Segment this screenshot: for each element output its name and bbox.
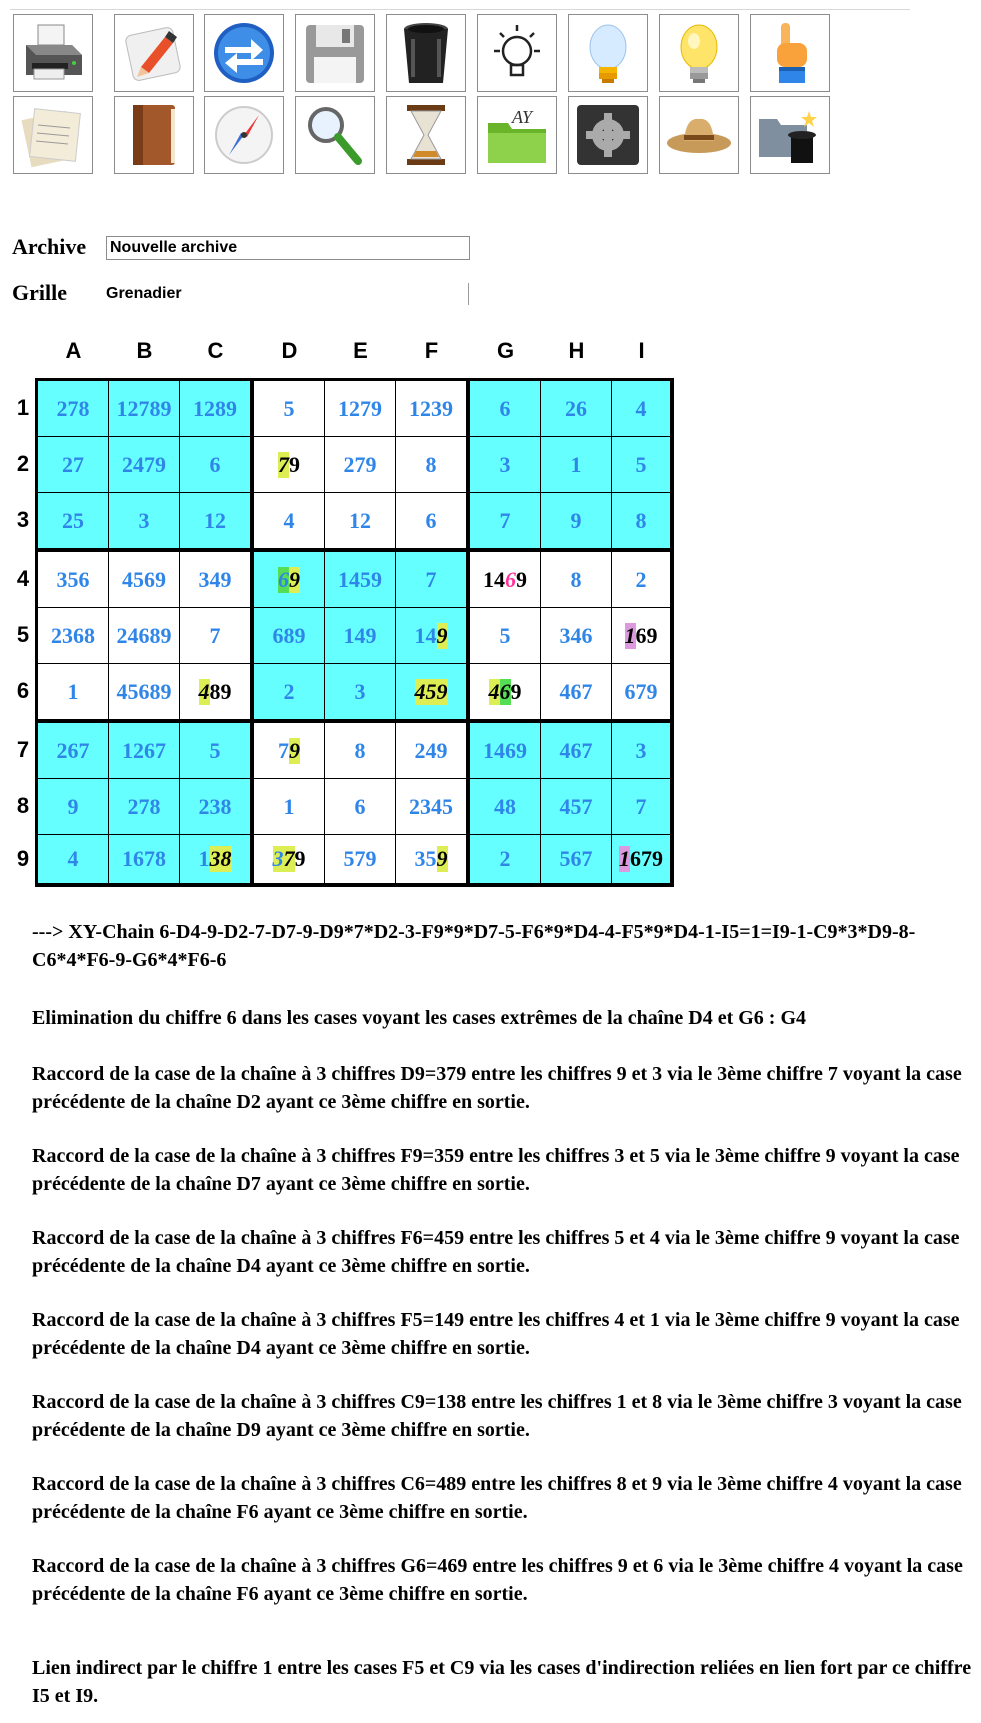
grid-cell-B7[interactable]: 1267: [109, 723, 180, 779]
grid-cell-H5[interactable]: 346: [541, 608, 612, 664]
notes-icon: [18, 101, 88, 169]
candidate-digits: 9: [510, 678, 522, 704]
grid-cell-E1[interactable]: 1279: [325, 381, 396, 437]
grid-cell-E8[interactable]: 6: [325, 779, 396, 835]
grid-cell-I7[interactable]: 3: [612, 723, 671, 779]
grid-cell-D6[interactable]: 2: [254, 664, 325, 720]
grid-cell-H2[interactable]: 1: [541, 437, 612, 493]
archive-input[interactable]: [106, 236, 470, 260]
grid-cell-E2[interactable]: 279: [325, 437, 396, 493]
row-header: 1: [16, 395, 30, 420]
candidate-digits: 9: [516, 566, 527, 592]
grid-cell-G2[interactable]: 3: [470, 437, 541, 493]
compass-button[interactable]: [204, 96, 284, 174]
box-divider-horizontal: [35, 720, 674, 723]
candidate-digits: 9: [294, 846, 306, 871]
grid-cell-C9[interactable]: [180, 835, 251, 884]
lien-indirect-text: Lien indirect par le chiffre 1 entre les cases F5 et C9 via les cases d'indirection reliées en lien fort par ce chiffre I5 et I9.: [32, 1657, 972, 1707]
grid-cell-G6[interactable]: [470, 664, 541, 720]
swap-arrows-icon: [209, 19, 279, 87]
grid-cell-F2[interactable]: 8: [396, 437, 467, 493]
grid-cell-F7[interactable]: 249: [396, 723, 467, 779]
row-header: 6: [16, 678, 30, 703]
row-header: 8: [16, 793, 30, 818]
grid-cell-E9[interactable]: 579: [325, 835, 396, 884]
candidate-digits: 14: [483, 566, 505, 592]
cowboy-hat-icon: [664, 101, 734, 169]
column-header: A: [65, 338, 82, 363]
grid-cell-A4[interactable]: 356: [38, 552, 109, 608]
candidate-digits: 9: [289, 737, 300, 763]
grille-label: Grille: [12, 280, 67, 305]
candidate-digits: 3: [209, 846, 221, 871]
candidate-digits: 9: [289, 566, 300, 592]
candidate-digits: 1: [198, 846, 210, 871]
grille-value: Grenadier: [106, 283, 469, 305]
column-header: F: [424, 338, 439, 363]
grid-cell-A6[interactable]: 1: [38, 664, 109, 720]
grid-cell-G3[interactable]: 7: [470, 493, 541, 549]
grid-cell-D8[interactable]: 1: [254, 779, 325, 835]
grid-cell-F3[interactable]: 6: [396, 493, 467, 549]
print-button[interactable]: [13, 14, 93, 92]
grid-cell-F1[interactable]: 1239: [396, 381, 467, 437]
grid-cell-I4[interactable]: 2: [612, 552, 671, 608]
pointing-hand-icon: [755, 19, 825, 87]
grid-cell-C7[interactable]: 5: [180, 723, 251, 779]
hat-button[interactable]: [659, 96, 739, 174]
candidate-digits: 4: [198, 678, 210, 704]
candidate-digits: 9: [436, 678, 448, 704]
printer-icon: [18, 19, 88, 87]
magnifier-icon: [300, 101, 370, 169]
candidate-digits: 679: [630, 846, 663, 871]
grid-cell-C6[interactable]: [180, 664, 251, 720]
toolbar-divider: [10, 9, 910, 10]
grid-cell-D2[interactable]: [254, 437, 325, 493]
column-header: C: [207, 338, 224, 363]
lightbulb-off-icon: [573, 19, 643, 87]
candidate-digits: 4: [414, 678, 426, 704]
grid-cell-H7[interactable]: 467: [541, 723, 612, 779]
grid-cell-G5[interactable]: 5: [470, 608, 541, 664]
row-header: 3: [16, 507, 30, 532]
candidate-digits: 7: [278, 451, 289, 477]
swap-button[interactable]: [204, 14, 284, 92]
candidate-digits: 9: [436, 846, 448, 871]
grid-cell-I2[interactable]: 5: [612, 437, 671, 493]
raccord-text: Raccord de la case de la chaîne à 3 chiffres F5=149 entre les chiffres 4 et 1 via le 3ème chiffre 9 voyant la case précédente de la chaîne D4 ayant ce 3ème chiffre en sortie.: [32, 1309, 960, 1359]
candidate-digits: 3: [272, 846, 284, 871]
search-button[interactable]: [295, 96, 375, 174]
grid-cell-B1[interactable]: 12789: [109, 381, 180, 437]
grid-cell-C3[interactable]: 12: [180, 493, 251, 549]
grid-cell-G1[interactable]: 6: [470, 381, 541, 437]
row-header: 7: [16, 737, 30, 762]
grid-cell-G4[interactable]: [470, 552, 541, 608]
grid-cell-A7[interactable]: 267: [38, 723, 109, 779]
grid-cell-A2[interactable]: 27: [38, 437, 109, 493]
settings-button[interactable]: [568, 96, 648, 174]
floppy-disk-icon: [300, 19, 370, 87]
raccord-text: Raccord de la case de la chaîne à 3 chiffres F9=359 entre les chiffres 3 et 5 via le 3ème chiffre 9 voyant la case précédente de la chaîne D7 ayant ce 3ème chiffre en sortie.: [32, 1145, 960, 1195]
lightbulb-outline-icon: [482, 19, 552, 87]
grid-cell-H9[interactable]: 567: [541, 835, 612, 884]
column-header: I: [638, 338, 645, 363]
grid-cell-I9[interactable]: [612, 835, 671, 884]
trash-bin-icon: [391, 19, 461, 87]
grid-cell-B6[interactable]: 45689: [109, 664, 180, 720]
grid-cell-A9[interactable]: 4: [38, 835, 109, 884]
grid-cell-A8[interactable]: 9: [38, 779, 109, 835]
candidate-digits: 1: [619, 846, 630, 871]
archive-label: Archive: [12, 234, 87, 259]
grid-cell-E7[interactable]: 8: [325, 723, 396, 779]
timer-button[interactable]: [386, 96, 466, 174]
compass-icon: [209, 101, 279, 169]
sort-folder-button[interactable]: [477, 96, 557, 174]
grid-cell-F9[interactable]: [396, 835, 467, 884]
notes-button[interactable]: [13, 96, 93, 174]
candidate-digits: 7: [283, 846, 295, 871]
grid-cell-C8[interactable]: 238: [180, 779, 251, 835]
grid-cell-B5[interactable]: 24689: [109, 608, 180, 664]
elimination-text: Elimination du chiffre 6 dans les cases voyant les cases extrêmes de la chaîne D4 et G6 : G4: [32, 1007, 807, 1029]
grid-cell-A3[interactable]: 25: [38, 493, 109, 549]
grid-cell-B4[interactable]: 4569: [109, 552, 180, 608]
svg-text:AY: AY: [512, 107, 533, 127]
grid-cell-D9[interactable]: [254, 835, 325, 884]
candidate-digits: 69: [635, 622, 658, 648]
row-header: 5: [16, 622, 30, 647]
grid-cell-F5[interactable]: [396, 608, 467, 664]
candidate-digits: 1: [624, 622, 636, 648]
grid-cell-F8[interactable]: 2345: [396, 779, 467, 835]
book-icon: [119, 101, 189, 169]
grid-cell-D5[interactable]: 689: [254, 608, 325, 664]
grid-cell-E4[interactable]: 1459: [325, 552, 396, 608]
book-button[interactable]: [114, 96, 194, 174]
grid-cell-G8[interactable]: 48: [470, 779, 541, 835]
grid-cell-I5[interactable]: [612, 608, 671, 664]
candidate-digits: 14: [414, 622, 437, 648]
grid-cell-D4[interactable]: [254, 552, 325, 608]
pointer-button[interactable]: [750, 14, 830, 92]
grid-cell-E6[interactable]: 3: [325, 664, 396, 720]
grid-cell-C5[interactable]: 7: [180, 608, 251, 664]
grid-cell-F6[interactable]: [396, 664, 467, 720]
row-header: 9: [16, 845, 30, 871]
candidate-digits: 35: [414, 846, 437, 871]
save-button[interactable]: [295, 14, 375, 92]
magic-folder-icon: [755, 101, 825, 169]
candidate-digits: 6: [499, 678, 511, 704]
grid-cell-I6[interactable]: 679: [612, 664, 671, 720]
raccord-text: Raccord de la case de la chaîne à 3 chiffres C6=489 entre les chiffres 8 et 9 via le 3ème chiffre 4 voyant la case précédente de la chaîne F6 ayant ce 3ème chiffre en sortie.: [32, 1473, 962, 1523]
grid-cell-F4[interactable]: 7: [396, 552, 467, 608]
row-header: 2: [16, 451, 30, 476]
grid-cell-A1[interactable]: 278: [38, 381, 109, 437]
grid-cell-H4[interactable]: 8: [541, 552, 612, 608]
grid-cell-H6[interactable]: 467: [541, 664, 612, 720]
grid-cell-C2[interactable]: 6: [180, 437, 251, 493]
grid-cell-D3[interactable]: 4: [254, 493, 325, 549]
grid-cell-D7[interactable]: [254, 723, 325, 779]
light-on-button[interactable]: [659, 14, 739, 92]
light-off-button[interactable]: [568, 14, 648, 92]
grid-cell-A5[interactable]: 2368: [38, 608, 109, 664]
settings-gear-icon: [573, 101, 643, 169]
grid-cell-B3[interactable]: 3: [109, 493, 180, 549]
candidate-digits: 4: [488, 678, 500, 704]
grid-cell-D1[interactable]: 5: [254, 381, 325, 437]
grid-cell-H1[interactable]: 26: [541, 381, 612, 437]
grid-cell-I1[interactable]: 4: [612, 381, 671, 437]
grid-cell-H3[interactable]: 9: [541, 493, 612, 549]
grid-cell-H8[interactable]: 457: [541, 779, 612, 835]
grid-cell-C1[interactable]: 1289: [180, 381, 251, 437]
grid-cell-C4[interactable]: 349: [180, 552, 251, 608]
raccord-text: Raccord de la case de la chaîne à 3 chiffres C9=138 entre les chiffres 1 et 8 via le 3ème chiffre 3 voyant la case précédente de la chaîne D9 ayant ce 3ème chiffre en sortie.: [32, 1391, 962, 1441]
candidate-digits: 5: [425, 678, 437, 704]
row-header: 4: [16, 566, 30, 591]
grid-cell-G7[interactable]: 1469: [470, 723, 541, 779]
candidate-digits: 8: [220, 846, 232, 871]
magic-button[interactable]: [750, 96, 830, 174]
column-header: D: [281, 338, 298, 363]
grid-cell-B8[interactable]: 278: [109, 779, 180, 835]
hourglass-icon: [391, 101, 461, 169]
delete-button[interactable]: [386, 14, 466, 92]
column-header: G: [496, 338, 515, 363]
pen-icon: [119, 19, 189, 87]
grid-cell-G9[interactable]: 2: [470, 835, 541, 884]
box-divider-horizontal: [35, 549, 674, 552]
candidate-digits: 6: [505, 566, 516, 592]
candidate-digits: 9: [289, 451, 300, 477]
box-divider-vertical: [251, 378, 254, 887]
column-header: E: [353, 338, 368, 363]
xy-chain-text: ---> XY-Chain 6-D4-9-D2-7-D7-9-D9*7*D2-3-F9*9*D7-5-F6*9*D4-4-F5*9*D4-1-I5=1=I9-1-C9*3*D9-8-C6*4*F6-9-G6*4*F6-6: [32, 921, 916, 971]
folder-sorting-icon: [482, 101, 552, 169]
grid-cell-I3[interactable]: 8: [612, 493, 671, 549]
candidate-digits: 7: [278, 737, 289, 763]
edit-button[interactable]: [114, 14, 194, 92]
candidate-digits: 9: [436, 622, 448, 648]
raccord-text: Raccord de la case de la chaîne à 3 chiffres F6=459 entre les chiffres 5 et 4 via le 3ème chiffre 9 voyant la case précédente de la chaîne D4 ayant ce 3ème chiffre en sortie.: [32, 1227, 960, 1277]
lightbulb-on-icon: [664, 19, 734, 87]
grid-cell-B9[interactable]: 1678: [109, 835, 180, 884]
grid-cell-E5[interactable]: 149: [325, 608, 396, 664]
column-header: B: [136, 338, 153, 363]
grid-cell-B2[interactable]: 2479: [109, 437, 180, 493]
raccord-text: Raccord de la case de la chaîne à 3 chiffres G6=469 entre les chiffres 9 et 6 via le 3ème chiffre 4 voyant la case précédente de la chaîne F6 ayant ce 3ème chiffre en sortie.: [32, 1555, 963, 1605]
column-header: H: [568, 338, 585, 363]
grid-cell-I8[interactable]: 7: [612, 779, 671, 835]
candidate-digits: 6: [278, 566, 289, 592]
raccord-text: Raccord de la case de la chaîne à 3 chiffres D9=379 entre les chiffres 9 et 3 via le 3ème chiffre 7 voyant la case précédente de la chaîne D2 ayant ce 3ème chiffre en sortie.: [32, 1063, 962, 1113]
box-divider-vertical: [467, 378, 470, 887]
hint-button[interactable]: [477, 14, 557, 92]
grid-cell-E3[interactable]: 12: [325, 493, 396, 549]
candidate-digits: 89: [209, 678, 232, 704]
